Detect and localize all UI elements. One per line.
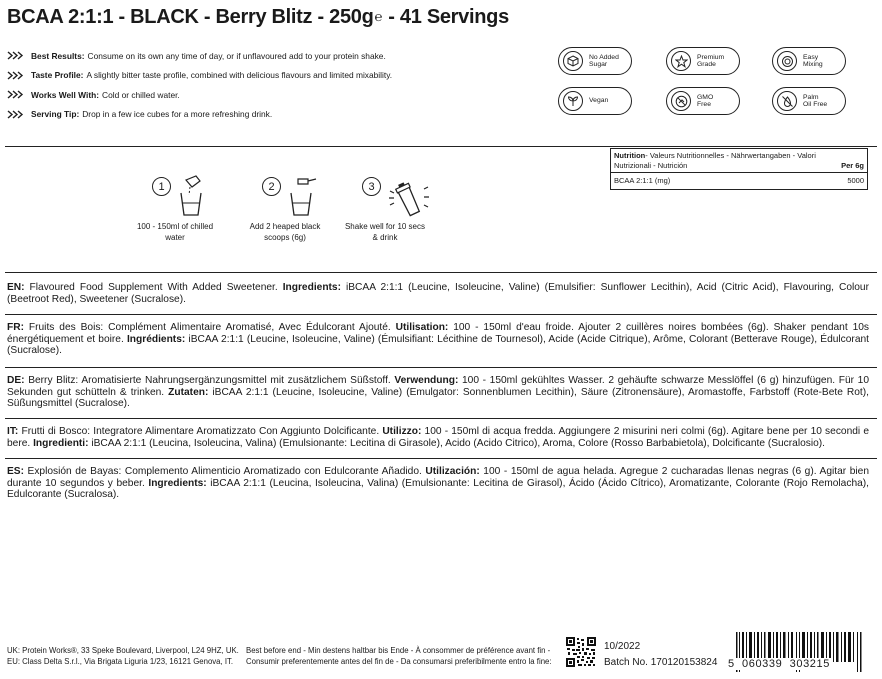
lang-text: iBCAA 2:1:1 (Leucina, Isoleucina, Valina) (Emulsionante: Lecitina de Girasol), Ácido (Ácido Cítrico), Aromatizante, Colorante (Rojo Remolacha), Edulcorante (Sucralosa). <box>7 477 869 501</box>
step-number: 2 <box>262 177 281 196</box>
divider <box>5 146 877 147</box>
step-number: 3 <box>362 177 381 196</box>
lang-text: iBCAA 2:1:1 (Leucine, Isoleucine, Valine) (Emulsifier: Sunflower Lecithin), Acid (Citric Acid), Flavouring, Colour (Beetroot Red), Sweetener (Sucralose). <box>7 282 869 305</box>
lang-text: Berry Blitz: Aromatisierte Nahrungsergänzungsmittel mit zusätzlichem Süßstoff. <box>24 375 395 386</box>
tip-label: Best Results: <box>31 50 85 61</box>
tip-label: Taste Profile: <box>31 70 84 81</box>
badge-line2: Oil Free <box>803 101 828 108</box>
badge-line2: Sugar <box>589 61 608 68</box>
lang-label: Zutaten: <box>168 386 209 398</box>
tip-works-well <box>7 85 547 105</box>
badge-line1: No Added <box>589 53 619 61</box>
lang-text: 100 - 150ml de agua helada. Agregue 2 cucharadas llenas negras (6 g). Agitar bien durante 10 segundos y beber. <box>7 466 869 489</box>
manufacturer-addresses <box>7 645 239 667</box>
scoop-glass-icon <box>286 175 318 217</box>
lang-label: Verwendung: <box>394 375 459 386</box>
lang-block-it <box>7 426 869 449</box>
lang-code: IT: <box>7 426 19 437</box>
lang-text: Flavoured Food Supplement With Added Sweetener. <box>24 282 283 293</box>
estimated-sign: ℮ <box>374 9 383 24</box>
caption-line1: Add 2 heaped black <box>249 222 321 231</box>
tip-best-results <box>7 46 547 66</box>
cube-icon <box>567 55 579 67</box>
lang-label: Ingrédients: <box>126 333 186 345</box>
shaker-icon <box>386 175 430 219</box>
nutrition-subtitle-2: Nutrizionali - Nutrición <box>614 161 688 170</box>
arrows-icon <box>7 51 24 60</box>
step-caption <box>240 221 330 243</box>
lang-label: Utilización: <box>425 466 480 477</box>
lang-label: Ingredienti: <box>33 437 89 449</box>
lang-code: ES: <box>7 466 24 477</box>
nutrition-table <box>610 148 868 190</box>
badge-line2: Mixing <box>803 61 823 68</box>
uk-address: UK: Protein Works®, 33 Speke Boulevard, Liverpool, L24 9HZ, UK. <box>7 646 239 655</box>
step-3 <box>340 175 430 265</box>
lang-label: Ingredients: <box>282 282 341 293</box>
lang-text: 100 - 150ml d'eau froide. Ajouter 2 cuillères noires bombées (6g). Shaker pendant 10s énergétiquement et boire. <box>7 322 869 345</box>
step-number: 1 <box>152 177 171 196</box>
servings-count: - 41 Servings <box>388 6 509 28</box>
badge-line1: Palm <box>803 93 819 101</box>
tip-text: A slightly bitter taste profile, combined with delicious flavours and limited mixability. <box>86 70 393 81</box>
badge-easy-mixing <box>772 47 846 75</box>
step-caption <box>340 221 430 243</box>
caption-line2: scoops (6g) <box>264 233 306 242</box>
step-caption <box>130 221 220 243</box>
batch-number: Batch No. 170120153824 <box>604 657 718 668</box>
step-1 <box>130 175 220 265</box>
badge-line1: Premium <box>697 53 725 61</box>
lang-block-es <box>7 466 869 501</box>
gmo-free-icon <box>675 95 688 108</box>
nutrient-label: BCAA 2:1:1 (mg) <box>614 176 671 185</box>
caption-line2: water <box>165 233 185 242</box>
batch-date: 10/2022 <box>604 641 641 652</box>
nutrition-header <box>611 149 867 173</box>
nutrient-value: 5000 <box>847 176 864 185</box>
best-before-text <box>246 645 552 667</box>
step-2 <box>240 175 330 265</box>
swirl-icon <box>781 55 794 68</box>
eu-address: EU: Class Delta S.r.l., Via Brigata Liguria 1/23, 16121 Genova, IT. <box>7 657 234 666</box>
leaf-icon <box>567 95 579 107</box>
barcode-number: 5 060339 303215 <box>728 658 830 670</box>
tip-text: Cold or chilled water. <box>102 89 180 100</box>
product-title <box>7 6 509 29</box>
nutrition-row <box>611 173 867 189</box>
badge-line2: Free <box>697 101 711 108</box>
lang-code: FR: <box>7 322 24 333</box>
lang-block-fr <box>7 322 869 357</box>
lang-label: Ingredients: <box>148 477 207 489</box>
lang-text: Frutti di Bosco: Integratore Alimentare Aromatizzato Con Aggiunto Dolcificante. <box>18 426 383 437</box>
lang-code: DE: <box>7 375 25 386</box>
qr-code-icon <box>566 637 596 667</box>
preparation-steps <box>136 175 460 265</box>
lang-block-de <box>7 375 869 410</box>
badge-premium-grade <box>666 47 740 75</box>
lang-text: iBCAA 2:1:1 (Leucina, Isoleucina, Valina) (Emulsionante: Lecitina di Girasole), Acido (Acido Citrico), Aroma, Colore (Rosso Barbabietola), Dolcificante (Sucralosio). <box>88 437 826 449</box>
tip-label: Serving Tip: <box>31 109 80 120</box>
lang-text: Fruits des Bois: Complément Alimentaire Aromatisé, Avec Édulcorant Ajouté. <box>23 322 396 333</box>
usage-tips <box>7 46 547 124</box>
lang-block-en <box>7 282 869 305</box>
tip-label: Works Well With: <box>31 89 100 100</box>
bbe-line2: Consumir preferentemente antes del fin de - Da consumarsi preferibilmente entro la fine: <box>246 657 552 666</box>
lang-label: Utilisation: <box>395 322 449 333</box>
tip-serving <box>7 105 547 125</box>
divider <box>5 314 877 315</box>
lang-label: Utilizzo: <box>382 426 422 437</box>
lang-text: iBCAA 2:1:1 (Leucine, Isoleucine, Valine) (Émulsifiant: Lécithine de Tournesol), Acide (Acide Citrique), Arôme, Colorant (Betterave Rouge), Édulcorant (Sucralose). <box>7 333 869 357</box>
divider <box>5 272 877 273</box>
divider <box>5 418 877 419</box>
divider <box>5 367 877 368</box>
divider <box>5 458 877 459</box>
badge-line1: GMO <box>697 93 714 101</box>
badge-line2: Grade <box>697 61 716 68</box>
lang-code: EN: <box>7 282 25 293</box>
badge-line1: Vegan <box>589 97 609 104</box>
caption-line1: Shake well for 10 secs <box>344 222 426 231</box>
tip-text: Drop in a few ice cubes for a more refreshing drink. <box>82 109 273 120</box>
feature-badges <box>558 47 858 117</box>
nutrition-title: Nutrition <box>614 151 646 160</box>
bbe-line1: Best before end - Min destens haltbar bis Ende - À consommer de préférence avant fin - <box>246 646 551 655</box>
lang-text: 100 - 150ml di acqua fredda. Aggiungere 2 misurini neri colmi (6g). Agitare bene per 10 secondi e bere. <box>7 426 869 449</box>
tip-taste-profile <box>7 66 547 86</box>
per-serving-header: Per 6g <box>841 161 864 170</box>
caption-line2: & drink <box>372 233 398 242</box>
nutrition-subtitle-1: - Valeurs Nutritionnelles - Nährwertangaben - Valori <box>645 151 816 160</box>
badge-palm-oil-free <box>772 87 846 115</box>
badge-gmo-free <box>666 87 740 115</box>
tip-text: Consume on its own any time of day, or if unflavoured add to your protein shake. <box>87 50 386 61</box>
caption-line1: 100 - 150ml of chilled <box>136 222 214 231</box>
product-name: BCAA 2:1:1 - BLACK - Berry Blitz - 250g <box>7 6 374 28</box>
badge-line1: Easy <box>803 53 819 61</box>
arrows-icon <box>7 71 24 80</box>
pour-glass-icon <box>176 175 208 217</box>
star-icon <box>675 55 688 68</box>
badge-vegan <box>558 87 632 115</box>
lang-text: iBCAA 2:1:1 (Leucine, Isoleucine, Valine) (Emulgator: Sonnenblumen Lecithin), Säure (Zitronensäure), Aromastoffe, Farbstoff (Rote-Bete Rot), Süßungsmittel (Sucralose). <box>7 386 869 410</box>
arrows-icon <box>7 90 24 99</box>
arrows-icon <box>7 110 24 119</box>
lang-text: Explosión de Bayas: Complemento Alimenticio Aromatizado con Edulcorante Añadido. <box>23 466 426 477</box>
badge-no-added-sugar <box>558 47 632 75</box>
lang-text: 100 - 150ml gekühltes Wasser. 2 gehäufte schwarze Messlöffel (6 g) hinzufügen. Für 10 Sekunden gut schütteln & trinken. <box>7 375 869 398</box>
palm-oil-free-icon <box>781 95 794 108</box>
